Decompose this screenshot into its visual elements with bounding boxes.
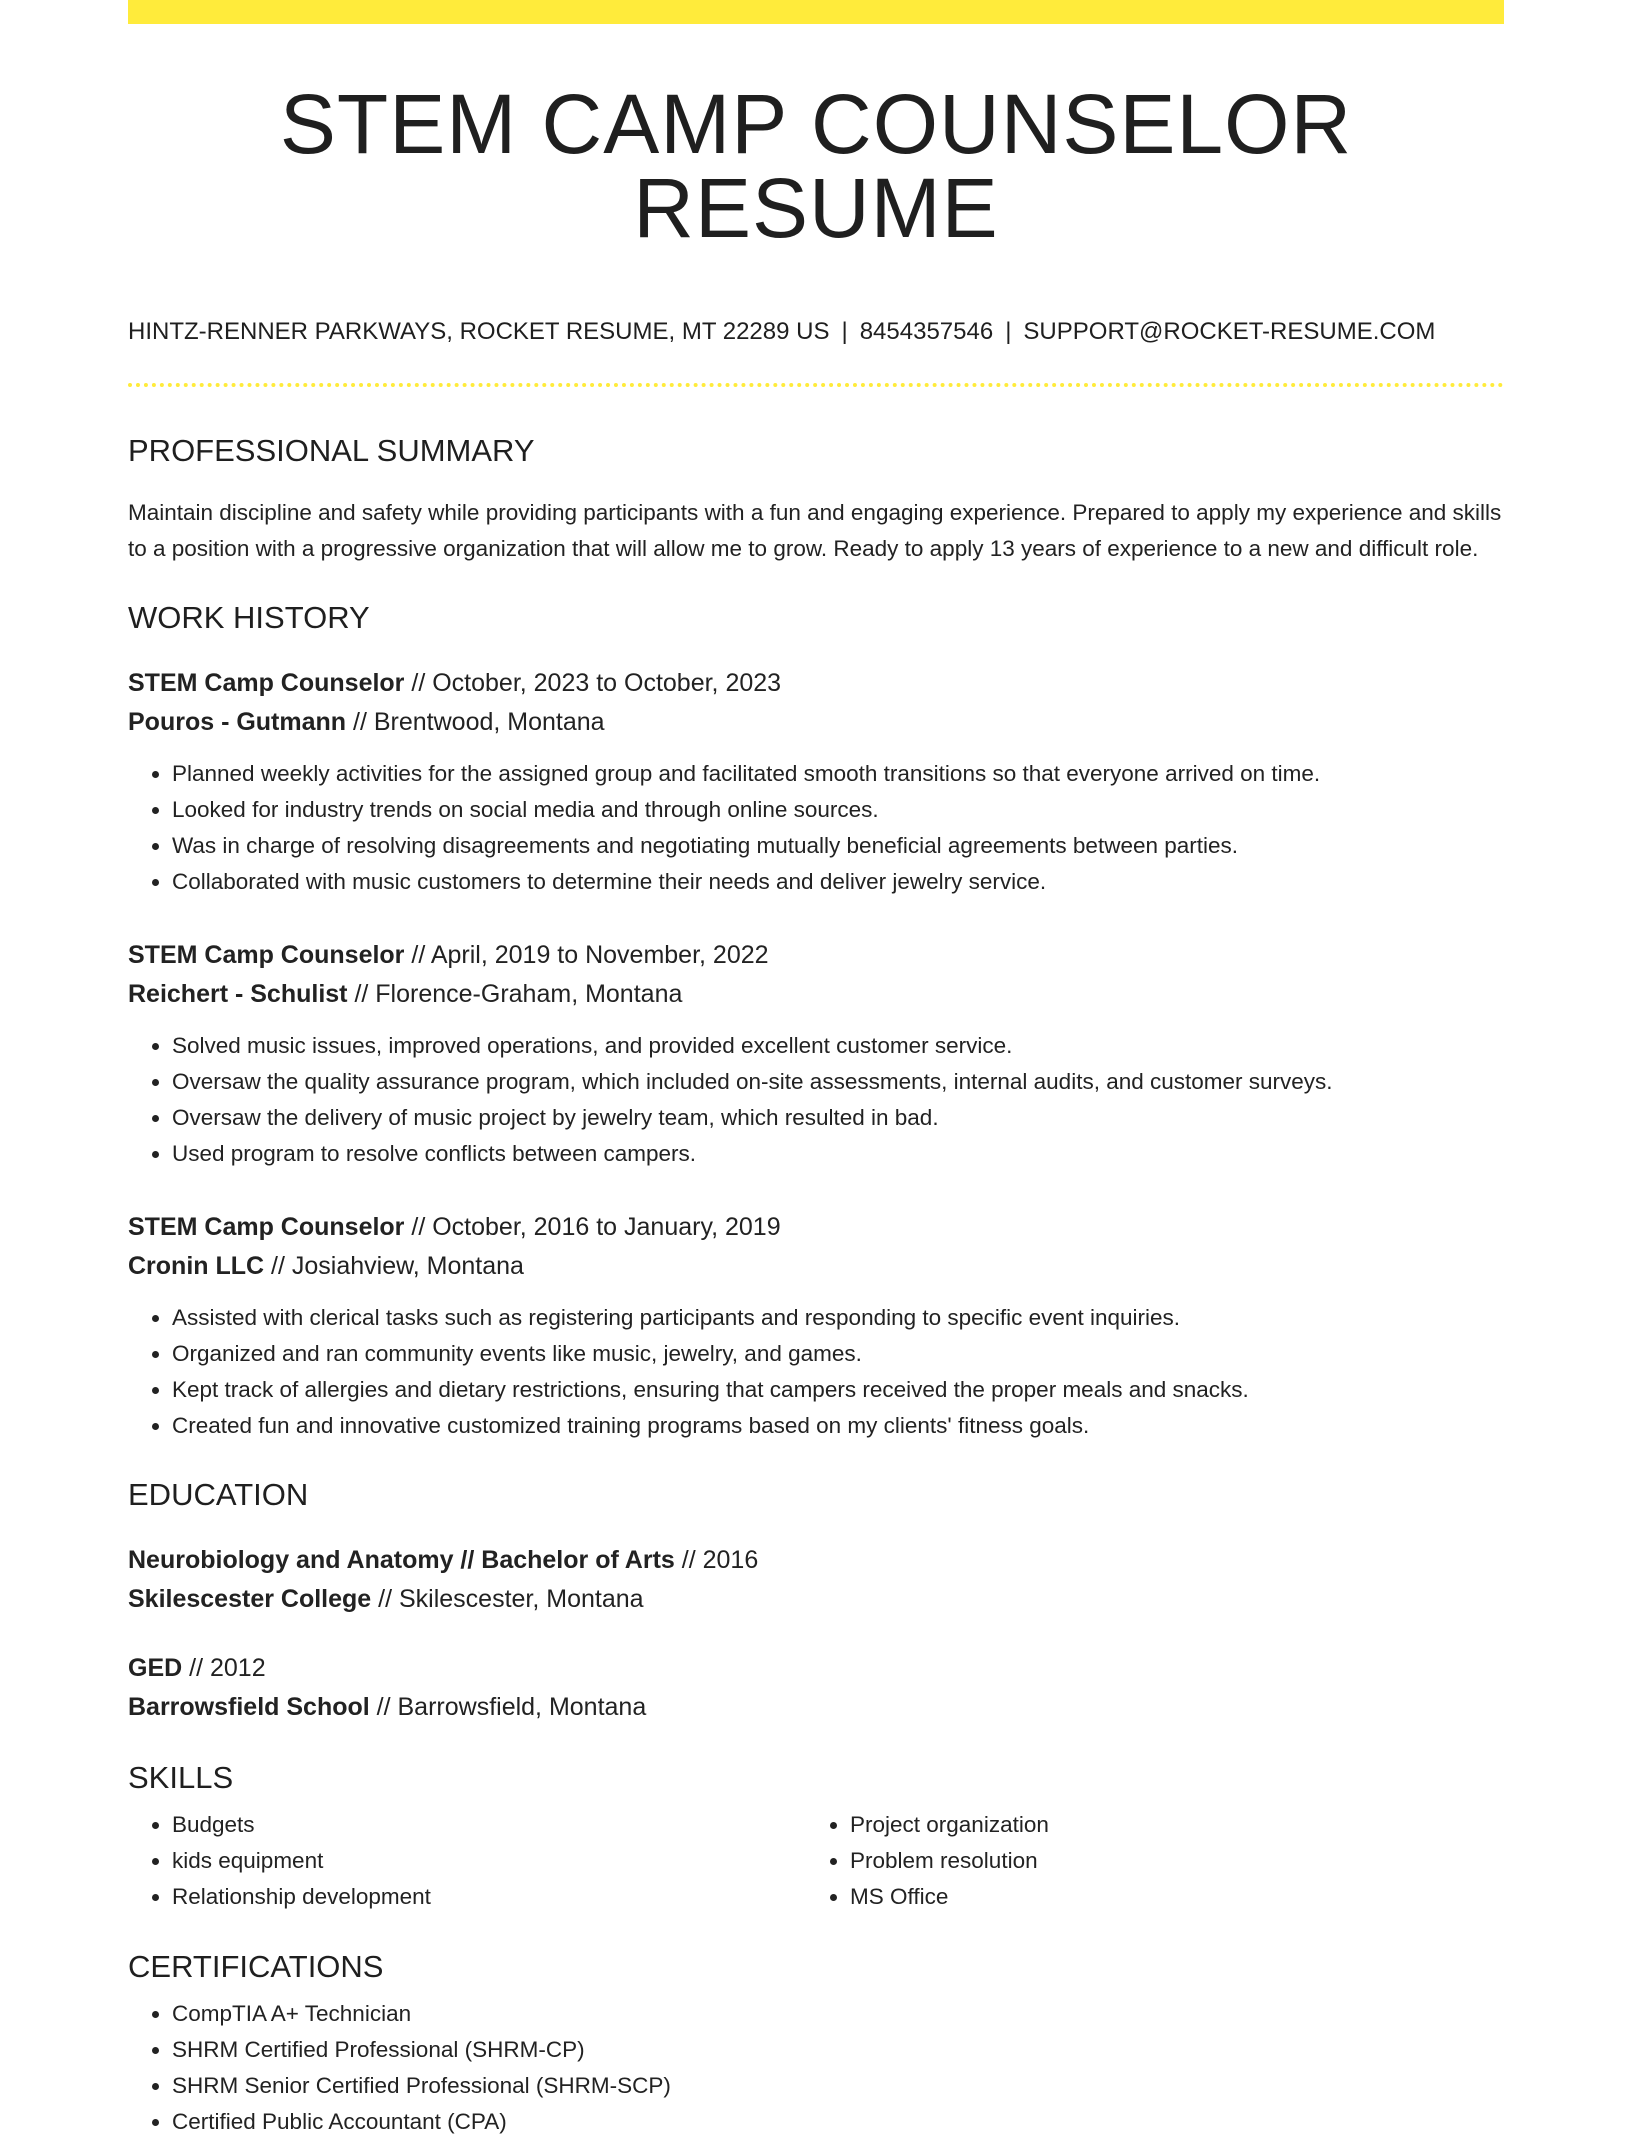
list-item: • Planned weekly activities for the assigned group and facilitated smooth transitions so that everyone arrived on time. xyxy=(172,756,1504,792)
contact-address: HINTZ-RENNER PARKWAYS, ROCKET RESUME, MT 22289 US xyxy=(128,318,830,345)
list-item: • Relationship development xyxy=(172,1879,806,1915)
job-entry xyxy=(128,936,1504,1172)
job-location: // Brentwood, Montana xyxy=(353,708,605,736)
list-item: • Oversaw the delivery of music project by jewelry team, which resulted in bad. xyxy=(172,1100,1504,1136)
resume-page xyxy=(128,0,1504,2140)
education-degree-line xyxy=(128,1541,1504,1580)
job-entry xyxy=(128,1208,1504,1444)
job-location: // Josiahview, Montana xyxy=(271,1252,524,1280)
section-heading-work-history: WORK HISTORY xyxy=(128,600,370,635)
job-company-line xyxy=(128,703,1504,742)
list-item: • Oversaw the quality assurance program, which included on-site assessments, internal audits, and customer surveys. xyxy=(172,1064,1504,1100)
job-bullets xyxy=(128,1300,1504,1444)
contact-phone: 8454357546 xyxy=(859,318,994,345)
education-entry xyxy=(128,1649,1504,1727)
education-year: // 2016 xyxy=(681,1546,759,1574)
education-entry xyxy=(128,1541,1504,1619)
accent-top-bar xyxy=(128,0,1504,24)
job-dates: // October, 2023 to October, 2023 xyxy=(411,669,782,697)
resume-title: STEM CAMP COUNSELOR RESUME xyxy=(279,77,1353,255)
job-company: Pouros - Gutmann xyxy=(128,708,347,736)
list-item: • Budgets xyxy=(172,1807,806,1843)
job-bullets xyxy=(128,756,1504,900)
list-item: • Problem resolution xyxy=(850,1843,1484,1879)
education-school-line xyxy=(128,1688,1504,1727)
job-location: // Florence-Graham, Montana xyxy=(354,980,683,1008)
job-entry xyxy=(128,664,1504,900)
education-school: Barrowsfield School xyxy=(128,1693,370,1721)
job-company-line xyxy=(128,975,1504,1014)
section-heading-skills: SKILLS xyxy=(128,1760,234,1795)
job-title: STEM Camp Counselor xyxy=(128,941,405,969)
section-heading-summary: PROFESSIONAL SUMMARY xyxy=(128,433,535,468)
section-heading-certifications: CERTIFICATIONS xyxy=(128,1949,384,1984)
list-item: • Project organization xyxy=(850,1807,1484,1843)
contact-line xyxy=(128,320,1504,344)
skills-columns xyxy=(128,1807,1504,1915)
education-degree: Neurobiology and Anatomy // Bachelor of Arts xyxy=(128,1546,675,1574)
list-item: • Organized and ran community events like music, jewelry, and games. xyxy=(172,1336,1504,1372)
list-item: • Collaborated with music customers to determine their needs and deliver jewelry service. xyxy=(172,864,1504,900)
list-item: • Solved music issues, improved operations, and provided excellent customer service. xyxy=(172,1028,1504,1064)
job-title-line xyxy=(128,1208,1504,1247)
list-item: • Was in charge of resolving disagreements and negotiating mutually beneficial agreements between parties. xyxy=(172,828,1504,864)
job-bullets xyxy=(128,1028,1504,1172)
job-dates: // April, 2019 to November, 2022 xyxy=(411,941,769,969)
skills-list-right xyxy=(806,1807,1484,1915)
list-item: • SHRM Certified Professional (SHRM-CP) xyxy=(172,2032,1504,2068)
job-company-line xyxy=(128,1247,1504,1286)
list-item: • Used program to resolve conflicts between campers. xyxy=(172,1136,1504,1172)
skills-list-left xyxy=(128,1807,806,1915)
list-item: • Assisted with clerical tasks such as registering participants and responding to specific event inquiries. xyxy=(172,1300,1504,1336)
list-item: • SHRM Senior Certified Professional (SHRM-SCP) xyxy=(172,2068,1504,2104)
job-company: Cronin LLC xyxy=(128,1252,265,1280)
education-school-line xyxy=(128,1580,1504,1619)
list-item: • CompTIA A+ Technician xyxy=(172,1996,1504,2032)
dotted-divider xyxy=(128,383,1504,387)
list-item: • Looked for industry trends on social media and through online sources. xyxy=(172,792,1504,828)
job-dates: // October, 2016 to January, 2019 xyxy=(411,1213,781,1241)
contact-separator: | xyxy=(841,318,848,345)
contact-separator: | xyxy=(1005,318,1012,345)
education-degree: GED xyxy=(128,1654,183,1682)
education-school: Skilescester College xyxy=(128,1585,372,1613)
certifications-list xyxy=(128,1996,1504,2140)
list-item: • Certified Public Accountant (CPA) xyxy=(172,2104,1504,2140)
list-item: • Kept track of allergies and dietary restrictions, ensuring that campers received the proper meals and snacks. xyxy=(172,1372,1504,1408)
job-title: STEM Camp Counselor xyxy=(128,669,405,697)
section-heading-education: EDUCATION xyxy=(128,1477,309,1512)
job-title-line xyxy=(128,664,1504,703)
job-title: STEM Camp Counselor xyxy=(128,1213,405,1241)
contact-email: SUPPORT@ROCKET-RESUME.COM xyxy=(1023,318,1436,345)
job-company: Reichert - Schulist xyxy=(128,980,348,1008)
list-item: • Created fun and innovative customized training programs based on my clients' fitness goals. xyxy=(172,1408,1504,1444)
education-location: // Barrowsfield, Montana xyxy=(376,1693,647,1721)
summary-text: Maintain discipline and safety while providing participants with a fun and engaging experience. Prepared to apply my experience and skills to a position with a progressive organization that will allow me to grow. Ready to apply 13 years of experience to a new and difficult role. xyxy=(128,500,1502,561)
list-item: • MS Office xyxy=(850,1879,1484,1915)
job-title-line xyxy=(128,936,1504,975)
list-item: • kids equipment xyxy=(172,1843,806,1879)
education-year: // 2012 xyxy=(189,1654,266,1682)
education-degree-line xyxy=(128,1649,1504,1688)
education-location: // Skilescester, Montana xyxy=(378,1585,644,1613)
